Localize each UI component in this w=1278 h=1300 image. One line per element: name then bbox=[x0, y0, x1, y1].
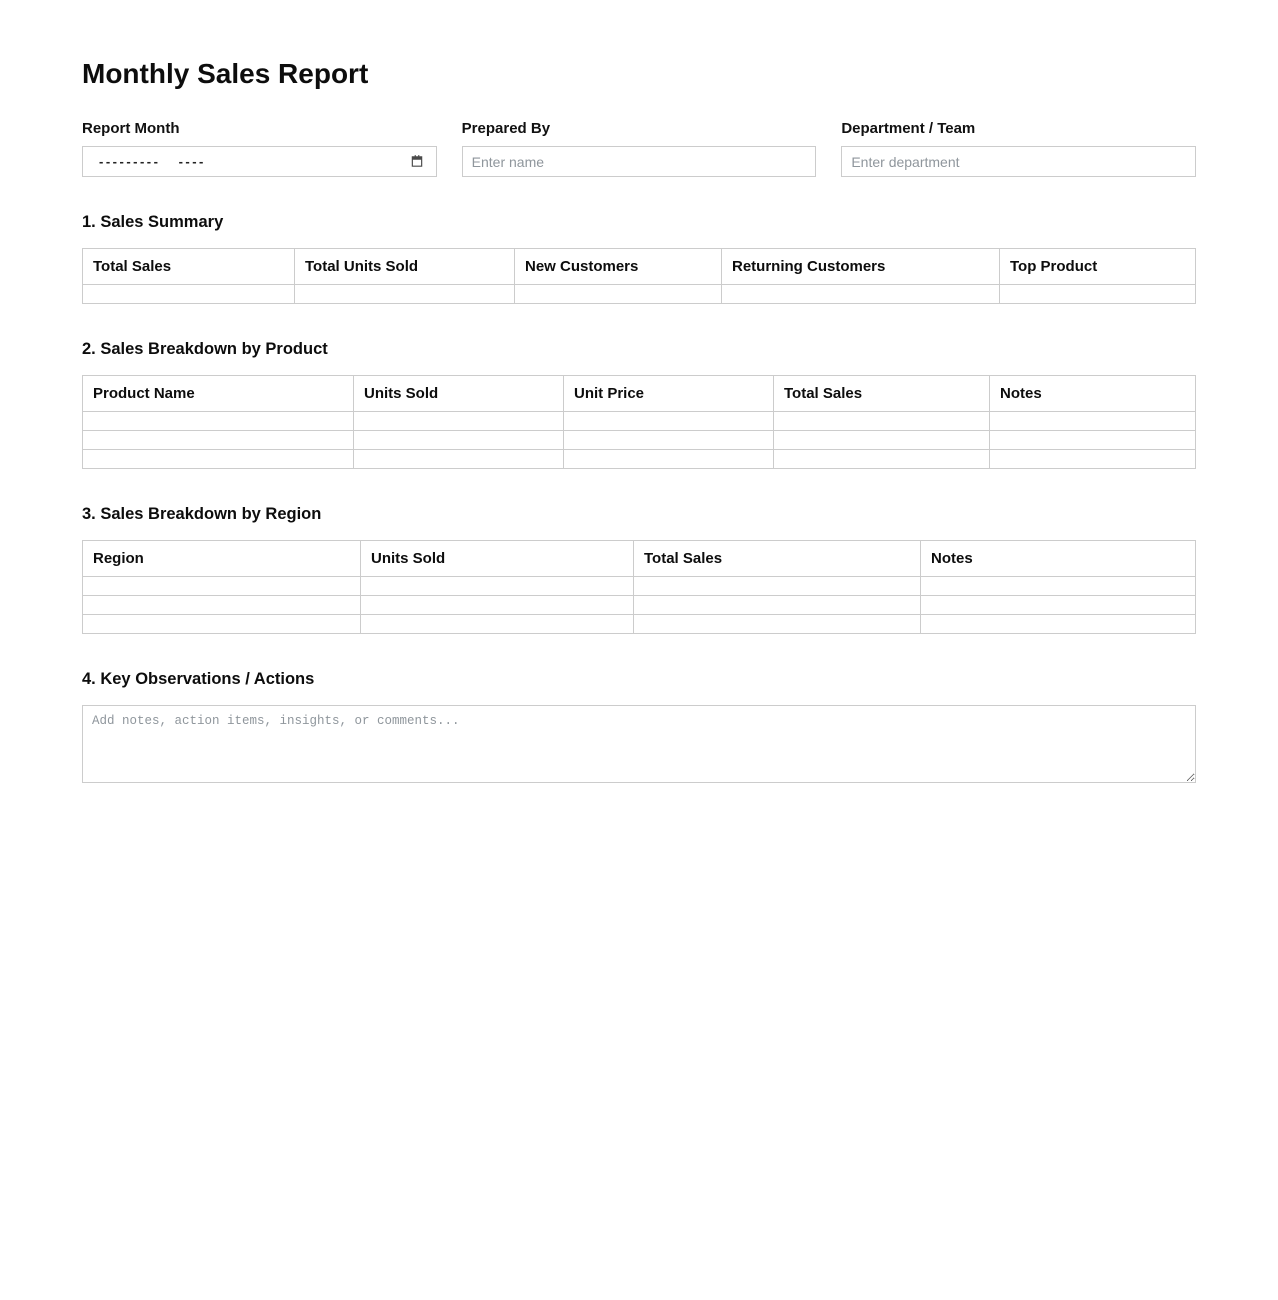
page-title: Monthly Sales Report bbox=[82, 58, 369, 89]
calendar-icon[interactable] bbox=[410, 154, 424, 169]
column-header-top-product: Top Product bbox=[1000, 249, 1196, 285]
table-cell bbox=[295, 285, 515, 304]
table-cell bbox=[1000, 285, 1196, 304]
table-cell bbox=[354, 412, 564, 431]
section-heading-breakdown-by-region: 3. Sales Breakdown by Region bbox=[82, 505, 322, 523]
column-header-total-sales: Total Sales bbox=[83, 249, 295, 285]
monthly-sales-report-page bbox=[82, 0, 1196, 783]
department-label: Department / Team bbox=[841, 120, 976, 137]
column-header-notes: Notes bbox=[990, 376, 1196, 412]
column-header-total-sales: Total Sales bbox=[634, 541, 921, 577]
table-cell bbox=[990, 412, 1196, 431]
table-cell bbox=[83, 450, 354, 469]
report-month-input[interactable] bbox=[82, 146, 437, 177]
column-header-returning-customers: Returning Customers bbox=[722, 249, 1000, 285]
table-cell bbox=[564, 412, 774, 431]
table-cell bbox=[774, 431, 990, 450]
prepared-by-input[interactable] bbox=[462, 146, 817, 177]
table-cell bbox=[83, 412, 354, 431]
column-header-total-sales: Total Sales bbox=[774, 376, 990, 412]
header-row bbox=[83, 249, 1196, 285]
column-header-units-sold: Units Sold bbox=[354, 376, 564, 412]
table-row bbox=[83, 450, 1196, 469]
table-cell bbox=[921, 596, 1196, 615]
section-heading-key-observations: 4. Key Observations / Actions bbox=[82, 670, 315, 688]
department-input[interactable] bbox=[841, 146, 1196, 177]
department-field bbox=[841, 120, 1196, 177]
sales-summary-table bbox=[82, 248, 1196, 304]
table-cell bbox=[354, 450, 564, 469]
report-month-label: Report Month bbox=[82, 120, 180, 137]
table-cell bbox=[634, 615, 921, 634]
column-header-unit-price: Unit Price bbox=[564, 376, 774, 412]
table-cell bbox=[361, 615, 634, 634]
sales-by-product-table bbox=[82, 375, 1196, 469]
table-cell bbox=[83, 431, 354, 450]
table-cell bbox=[83, 577, 361, 596]
table-cell bbox=[921, 615, 1196, 634]
table-row bbox=[83, 596, 1196, 615]
header-row bbox=[83, 541, 1196, 577]
table-cell bbox=[774, 450, 990, 469]
report-meta-form bbox=[82, 120, 1196, 177]
column-header-notes: Notes bbox=[921, 541, 1196, 577]
table-cell bbox=[361, 577, 634, 596]
table-cell bbox=[515, 285, 722, 304]
table-cell bbox=[774, 412, 990, 431]
table-row bbox=[83, 412, 1196, 431]
table-cell bbox=[361, 596, 634, 615]
table-cell bbox=[921, 577, 1196, 596]
report-month-field bbox=[82, 120, 437, 177]
table-cell bbox=[722, 285, 1000, 304]
table-cell bbox=[990, 450, 1196, 469]
table-cell bbox=[83, 596, 361, 615]
table-cell bbox=[83, 615, 361, 634]
table-cell bbox=[83, 285, 295, 304]
observations-textarea[interactable] bbox=[82, 705, 1196, 783]
table-cell bbox=[634, 596, 921, 615]
table-row bbox=[83, 285, 1196, 304]
section-heading-breakdown-by-product: 2. Sales Breakdown by Product bbox=[82, 340, 328, 358]
column-header-total-units-sold: Total Units Sold bbox=[295, 249, 515, 285]
table-row bbox=[83, 615, 1196, 634]
table-cell bbox=[634, 577, 921, 596]
column-header-product-name: Product Name bbox=[83, 376, 354, 412]
table-cell bbox=[564, 450, 774, 469]
table-cell bbox=[354, 431, 564, 450]
table-row bbox=[83, 431, 1196, 450]
column-header-new-customers: New Customers bbox=[515, 249, 722, 285]
column-header-units-sold: Units Sold bbox=[361, 541, 634, 577]
section-heading-sales-summary: 1. Sales Summary bbox=[82, 213, 224, 231]
prepared-by-label: Prepared By bbox=[461, 120, 551, 137]
table-row bbox=[83, 577, 1196, 596]
sales-by-region-table bbox=[82, 540, 1196, 634]
header-row bbox=[83, 376, 1196, 412]
table-cell bbox=[990, 431, 1196, 450]
month-input-value[interactable]: --------- ---- bbox=[99, 154, 206, 169]
table-cell bbox=[564, 431, 774, 450]
prepared-by-field bbox=[462, 120, 817, 177]
column-header-region: Region bbox=[83, 541, 361, 577]
